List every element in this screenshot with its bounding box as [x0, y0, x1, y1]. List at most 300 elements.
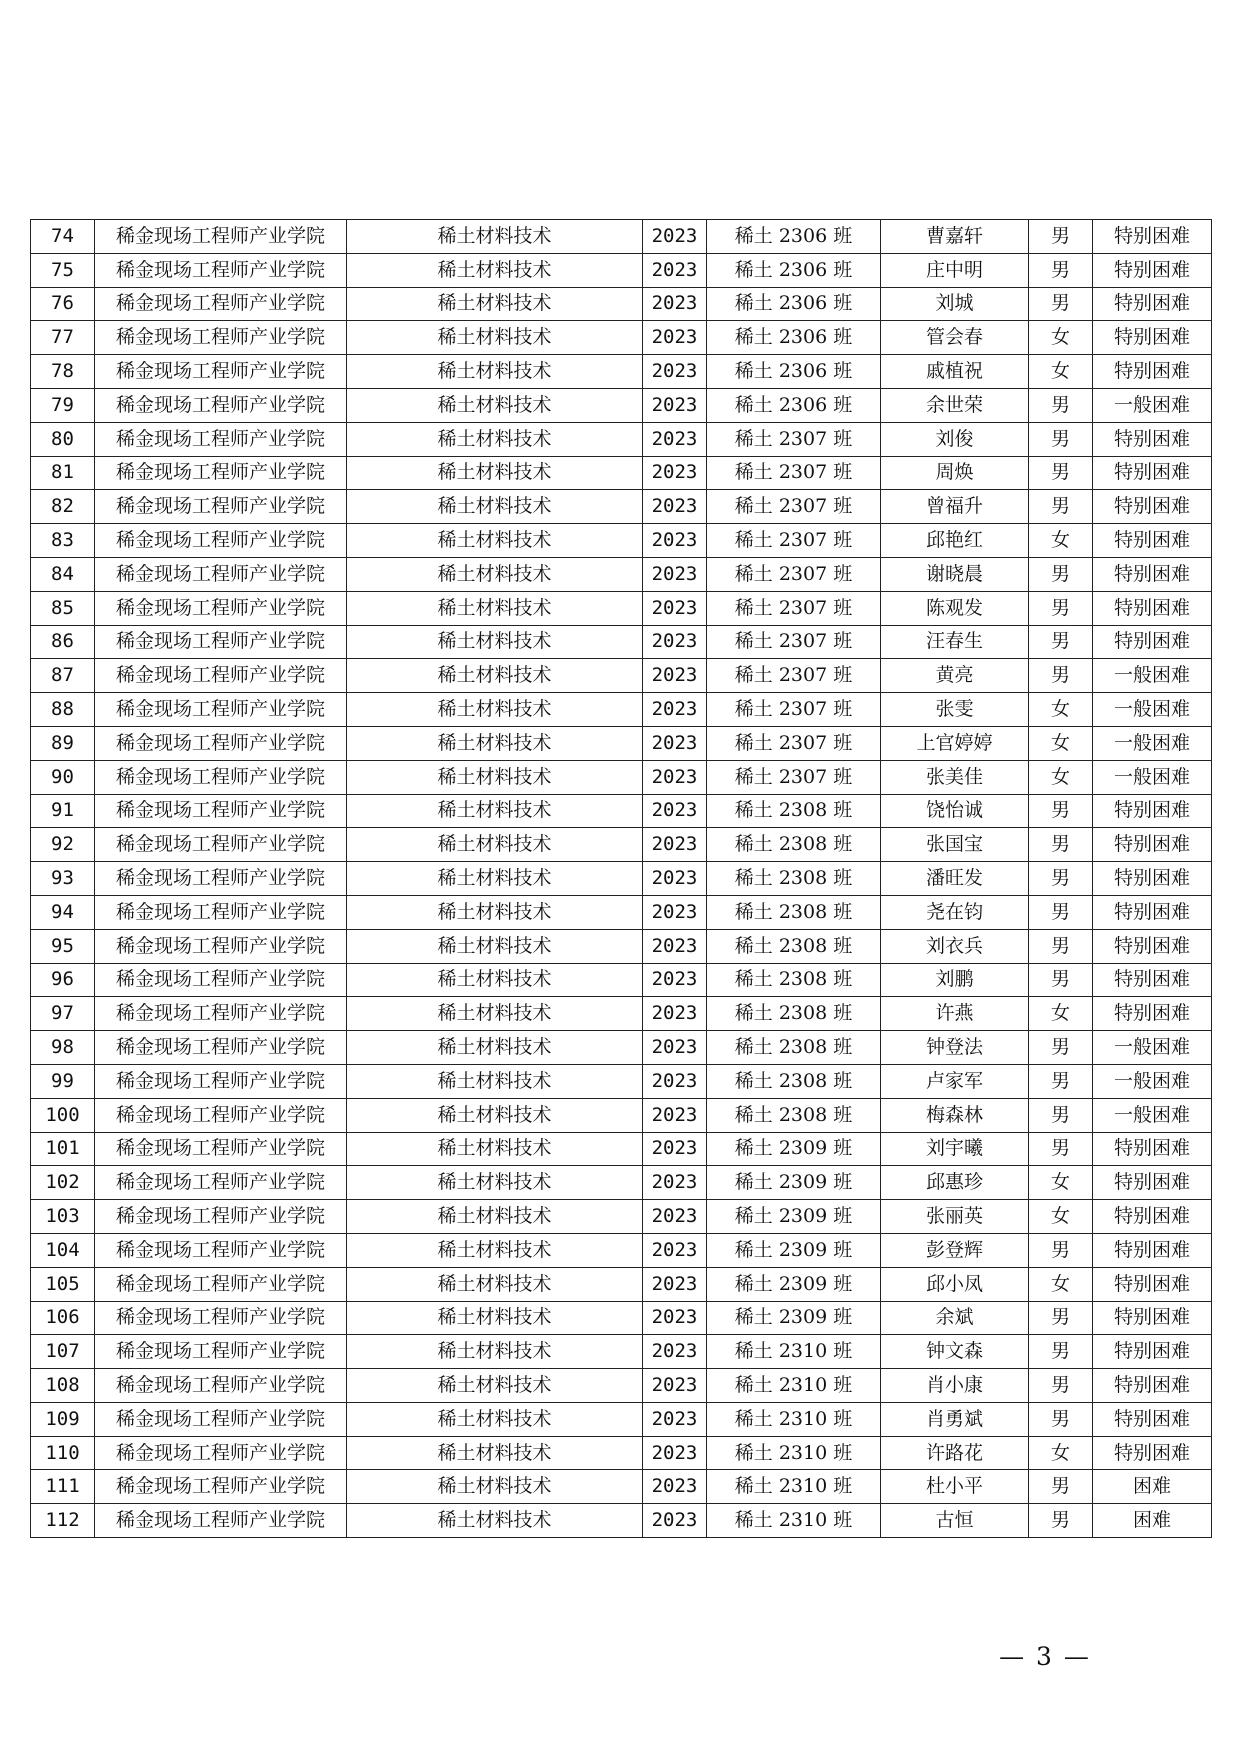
student-name-cell: 肖勇斌 — [881, 1402, 1029, 1436]
table-row — [31, 1301, 1212, 1335]
table-row — [31, 997, 1212, 1031]
row-number-cell: 93 — [31, 862, 95, 896]
gender-cell: 男 — [1029, 828, 1093, 862]
grade-cell: 2023 — [643, 1335, 707, 1369]
major-cell: 稀土材料技术 — [347, 321, 643, 355]
college-cell: 稀金现场工程师产业学院 — [95, 220, 347, 254]
row-number-cell: 109 — [31, 1402, 95, 1436]
difficulty-level-cell: 特别困难 — [1093, 1369, 1212, 1403]
table-row — [31, 794, 1212, 828]
class-cell: 稀土 2306 班 — [707, 321, 881, 355]
difficulty-level-cell: 一般困难 — [1093, 1098, 1212, 1132]
difficulty-level-cell: 特别困难 — [1093, 895, 1212, 929]
college-cell: 稀金现场工程师产业学院 — [95, 794, 347, 828]
grade-cell: 2023 — [643, 929, 707, 963]
grade-cell: 2023 — [643, 1267, 707, 1301]
major-cell: 稀土材料技术 — [347, 557, 643, 591]
grade-cell: 2023 — [643, 490, 707, 524]
difficulty-level-cell: 一般困难 — [1093, 726, 1212, 760]
major-cell: 稀土材料技术 — [347, 1335, 643, 1369]
student-name-cell: 陈观发 — [881, 591, 1029, 625]
row-number-cell: 96 — [31, 963, 95, 997]
table-row — [31, 1402, 1212, 1436]
major-cell: 稀土材料技术 — [347, 591, 643, 625]
gender-cell: 男 — [1029, 456, 1093, 490]
major-cell: 稀土材料技术 — [347, 1369, 643, 1403]
major-cell: 稀土材料技术 — [347, 1200, 643, 1234]
major-cell: 稀土材料技术 — [347, 1166, 643, 1200]
major-cell: 稀土材料技术 — [347, 1098, 643, 1132]
difficulty-level-cell: 特别困难 — [1093, 1301, 1212, 1335]
major-cell: 稀土材料技术 — [347, 794, 643, 828]
college-cell: 稀金现场工程师产业学院 — [95, 1369, 347, 1403]
class-cell: 稀土 2307 班 — [707, 557, 881, 591]
table-row — [31, 557, 1212, 591]
class-cell: 稀土 2307 班 — [707, 591, 881, 625]
gender-cell: 男 — [1029, 220, 1093, 254]
row-number-cell: 104 — [31, 1233, 95, 1267]
gender-cell: 男 — [1029, 1402, 1093, 1436]
student-name-cell: 卢家军 — [881, 1064, 1029, 1098]
class-cell: 稀土 2310 班 — [707, 1402, 881, 1436]
row-number-cell: 106 — [31, 1301, 95, 1335]
row-number-cell: 90 — [31, 760, 95, 794]
gender-cell: 男 — [1029, 1233, 1093, 1267]
row-number-cell: 85 — [31, 591, 95, 625]
gender-cell: 女 — [1029, 524, 1093, 558]
major-cell: 稀土材料技术 — [347, 253, 643, 287]
class-cell: 稀土 2307 班 — [707, 422, 881, 456]
class-cell: 稀土 2307 班 — [707, 625, 881, 659]
difficulty-level-cell: 困难 — [1093, 1470, 1212, 1504]
grade-cell: 2023 — [643, 220, 707, 254]
college-cell: 稀金现场工程师产业学院 — [95, 1436, 347, 1470]
row-number-cell: 88 — [31, 693, 95, 727]
gender-cell: 男 — [1029, 659, 1093, 693]
class-cell: 稀土 2306 班 — [707, 388, 881, 422]
row-number-cell: 108 — [31, 1369, 95, 1403]
student-name-cell: 周焕 — [881, 456, 1029, 490]
student-name-cell: 邱艳红 — [881, 524, 1029, 558]
class-cell: 稀土 2309 班 — [707, 1200, 881, 1234]
college-cell: 稀金现场工程师产业学院 — [95, 895, 347, 929]
table-row — [31, 591, 1212, 625]
table-row — [31, 422, 1212, 456]
major-cell: 稀土材料技术 — [347, 659, 643, 693]
difficulty-level-cell: 特别困难 — [1093, 1267, 1212, 1301]
difficulty-level-cell: 特别困难 — [1093, 1335, 1212, 1369]
row-number-cell: 111 — [31, 1470, 95, 1504]
student-name-cell: 肖小康 — [881, 1369, 1029, 1403]
difficulty-level-cell: 特别困难 — [1093, 456, 1212, 490]
college-cell: 稀金现场工程师产业学院 — [95, 862, 347, 896]
difficulty-level-cell: 特别困难 — [1093, 490, 1212, 524]
grade-cell: 2023 — [643, 963, 707, 997]
table-row — [31, 253, 1212, 287]
row-number-cell: 86 — [31, 625, 95, 659]
college-cell: 稀金现场工程师产业学院 — [95, 726, 347, 760]
gender-cell: 男 — [1029, 1301, 1093, 1335]
difficulty-level-cell: 一般困难 — [1093, 388, 1212, 422]
table-row — [31, 828, 1212, 862]
grade-cell: 2023 — [643, 253, 707, 287]
major-cell: 稀土材料技术 — [347, 524, 643, 558]
student-name-cell: 杜小平 — [881, 1470, 1029, 1504]
row-number-cell: 107 — [31, 1335, 95, 1369]
class-cell: 稀土 2306 班 — [707, 355, 881, 389]
college-cell: 稀金现场工程师产业学院 — [95, 1402, 347, 1436]
difficulty-level-cell: 一般困难 — [1093, 659, 1212, 693]
college-cell: 稀金现场工程师产业学院 — [95, 1267, 347, 1301]
college-cell: 稀金现场工程师产业学院 — [95, 1470, 347, 1504]
gender-cell: 女 — [1029, 1267, 1093, 1301]
college-cell: 稀金现场工程师产业学院 — [95, 760, 347, 794]
college-cell: 稀金现场工程师产业学院 — [95, 490, 347, 524]
table-row — [31, 760, 1212, 794]
table-row — [31, 1369, 1212, 1403]
student-name-cell: 张国宝 — [881, 828, 1029, 862]
student-name-cell: 张雯 — [881, 693, 1029, 727]
student-name-cell: 刘衣兵 — [881, 929, 1029, 963]
grade-cell: 2023 — [643, 1200, 707, 1234]
difficulty-level-cell: 特别困难 — [1093, 963, 1212, 997]
class-cell: 稀土 2308 班 — [707, 997, 881, 1031]
student-name-cell: 汪春生 — [881, 625, 1029, 659]
gender-cell: 男 — [1029, 287, 1093, 321]
class-cell: 稀土 2306 班 — [707, 253, 881, 287]
student-name-cell: 张丽英 — [881, 1200, 1029, 1234]
student-name-cell: 黄亮 — [881, 659, 1029, 693]
student-name-cell: 戚植祝 — [881, 355, 1029, 389]
class-cell: 稀土 2307 班 — [707, 456, 881, 490]
grade-cell: 2023 — [643, 1402, 707, 1436]
grade-cell: 2023 — [643, 524, 707, 558]
gender-cell: 男 — [1029, 1064, 1093, 1098]
row-number-cell: 82 — [31, 490, 95, 524]
student-name-cell: 梅森林 — [881, 1098, 1029, 1132]
difficulty-level-cell: 一般困难 — [1093, 693, 1212, 727]
student-name-cell: 彭登辉 — [881, 1233, 1029, 1267]
gender-cell: 男 — [1029, 1132, 1093, 1166]
gender-cell: 女 — [1029, 1200, 1093, 1234]
class-cell: 稀土 2310 班 — [707, 1504, 881, 1538]
class-cell: 稀土 2308 班 — [707, 1064, 881, 1098]
student-name-cell: 上官婷婷 — [881, 726, 1029, 760]
difficulty-level-cell: 特别困难 — [1093, 422, 1212, 456]
table-row — [31, 1233, 1212, 1267]
gender-cell: 男 — [1029, 253, 1093, 287]
grade-cell: 2023 — [643, 997, 707, 1031]
student-name-cell: 邱小凤 — [881, 1267, 1029, 1301]
row-number-cell: 101 — [31, 1132, 95, 1166]
class-cell: 稀土 2306 班 — [707, 287, 881, 321]
major-cell: 稀土材料技术 — [347, 895, 643, 929]
student-name-cell: 余斌 — [881, 1301, 1029, 1335]
class-cell: 稀土 2309 班 — [707, 1166, 881, 1200]
difficulty-level-cell: 特别困难 — [1093, 1166, 1212, 1200]
major-cell: 稀土材料技术 — [347, 456, 643, 490]
table-row — [31, 220, 1212, 254]
major-cell: 稀土材料技术 — [347, 1402, 643, 1436]
college-cell: 稀金现场工程师产业学院 — [95, 1200, 347, 1234]
college-cell: 稀金现场工程师产业学院 — [95, 1166, 347, 1200]
gender-cell: 男 — [1029, 625, 1093, 659]
difficulty-level-cell: 特别困难 — [1093, 287, 1212, 321]
difficulty-level-cell: 特别困难 — [1093, 1233, 1212, 1267]
table-row — [31, 1335, 1212, 1369]
student-name-cell: 刘俊 — [881, 422, 1029, 456]
table-row — [31, 1200, 1212, 1234]
grade-cell: 2023 — [643, 1064, 707, 1098]
college-cell: 稀金现场工程师产业学院 — [95, 253, 347, 287]
college-cell: 稀金现场工程师产业学院 — [95, 388, 347, 422]
grade-cell: 2023 — [643, 828, 707, 862]
major-cell: 稀土材料技术 — [347, 828, 643, 862]
gender-cell: 女 — [1029, 355, 1093, 389]
class-cell: 稀土 2308 班 — [707, 895, 881, 929]
difficulty-level-cell: 特别困难 — [1093, 1436, 1212, 1470]
class-cell: 稀土 2310 班 — [707, 1436, 881, 1470]
class-cell: 稀土 2308 班 — [707, 862, 881, 896]
student-name-cell: 余世荣 — [881, 388, 1029, 422]
table-row — [31, 1166, 1212, 1200]
major-cell: 稀土材料技术 — [347, 1031, 643, 1065]
table-row — [31, 1436, 1212, 1470]
table-row — [31, 1064, 1212, 1098]
college-cell: 稀金现场工程师产业学院 — [95, 355, 347, 389]
major-cell: 稀土材料技术 — [347, 388, 643, 422]
row-number-cell: 80 — [31, 422, 95, 456]
college-cell: 稀金现场工程师产业学院 — [95, 524, 347, 558]
gender-cell: 男 — [1029, 1098, 1093, 1132]
student-name-cell: 刘鹏 — [881, 963, 1029, 997]
table-row — [31, 1132, 1212, 1166]
student-name-cell: 刘城 — [881, 287, 1029, 321]
grade-cell: 2023 — [643, 1166, 707, 1200]
grade-cell: 2023 — [643, 693, 707, 727]
college-cell: 稀金现场工程师产业学院 — [95, 997, 347, 1031]
difficulty-level-cell: 特别困难 — [1093, 997, 1212, 1031]
grade-cell: 2023 — [643, 895, 707, 929]
row-number-cell: 110 — [31, 1436, 95, 1470]
grade-cell: 2023 — [643, 422, 707, 456]
gender-cell: 男 — [1029, 422, 1093, 456]
student-name-cell: 古恒 — [881, 1504, 1029, 1538]
student-name-cell: 饶怡诚 — [881, 794, 1029, 828]
table-row — [31, 287, 1212, 321]
row-number-cell: 102 — [31, 1166, 95, 1200]
student-name-cell: 刘宇曦 — [881, 1132, 1029, 1166]
gender-cell: 男 — [1029, 1470, 1093, 1504]
grade-cell: 2023 — [643, 355, 707, 389]
major-cell: 稀土材料技术 — [347, 220, 643, 254]
grade-cell: 2023 — [643, 726, 707, 760]
difficulty-level-cell: 特别困难 — [1093, 253, 1212, 287]
difficulty-level-cell: 特别困难 — [1093, 1402, 1212, 1436]
difficulty-level-cell: 一般困难 — [1093, 1064, 1212, 1098]
college-cell: 稀金现场工程师产业学院 — [95, 659, 347, 693]
table-body — [31, 220, 1212, 1538]
table-row — [31, 388, 1212, 422]
row-number-cell: 98 — [31, 1031, 95, 1065]
grade-cell: 2023 — [643, 1470, 707, 1504]
grade-cell: 2023 — [643, 625, 707, 659]
table-row — [31, 929, 1212, 963]
gender-cell: 男 — [1029, 794, 1093, 828]
major-cell: 稀土材料技术 — [347, 355, 643, 389]
class-cell: 稀土 2309 班 — [707, 1301, 881, 1335]
difficulty-level-cell: 特别困难 — [1093, 828, 1212, 862]
gender-cell: 女 — [1029, 1436, 1093, 1470]
grade-cell: 2023 — [643, 321, 707, 355]
grade-cell: 2023 — [643, 1132, 707, 1166]
college-cell: 稀金现场工程师产业学院 — [95, 1064, 347, 1098]
grade-cell: 2023 — [643, 456, 707, 490]
difficulty-level-cell: 困难 — [1093, 1504, 1212, 1538]
row-number-cell: 74 — [31, 220, 95, 254]
table-row — [31, 1098, 1212, 1132]
table-row — [31, 659, 1212, 693]
row-number-cell: 94 — [31, 895, 95, 929]
grade-cell: 2023 — [643, 557, 707, 591]
major-cell: 稀土材料技术 — [347, 963, 643, 997]
row-number-cell: 91 — [31, 794, 95, 828]
difficulty-level-cell: 特别困难 — [1093, 1132, 1212, 1166]
difficulty-level-cell: 特别困难 — [1093, 220, 1212, 254]
grade-cell: 2023 — [643, 760, 707, 794]
major-cell: 稀土材料技术 — [347, 1132, 643, 1166]
gender-cell: 女 — [1029, 997, 1093, 1031]
major-cell: 稀土材料技术 — [347, 1267, 643, 1301]
row-number-cell: 78 — [31, 355, 95, 389]
class-cell: 稀土 2308 班 — [707, 963, 881, 997]
major-cell: 稀土材料技术 — [347, 287, 643, 321]
major-cell: 稀土材料技术 — [347, 1233, 643, 1267]
row-number-cell: 75 — [31, 253, 95, 287]
grade-cell: 2023 — [643, 1233, 707, 1267]
gender-cell: 男 — [1029, 557, 1093, 591]
college-cell: 稀金现场工程师产业学院 — [95, 1233, 347, 1267]
gender-cell: 男 — [1029, 1335, 1093, 1369]
student-name-cell: 潘旺发 — [881, 862, 1029, 896]
college-cell: 稀金现场工程师产业学院 — [95, 929, 347, 963]
difficulty-level-cell: 特别困难 — [1093, 557, 1212, 591]
table-row — [31, 963, 1212, 997]
grade-cell: 2023 — [643, 1436, 707, 1470]
major-cell: 稀土材料技术 — [347, 997, 643, 1031]
major-cell: 稀土材料技术 — [347, 1470, 643, 1504]
college-cell: 稀金现场工程师产业学院 — [95, 693, 347, 727]
college-cell: 稀金现场工程师产业学院 — [95, 1098, 347, 1132]
difficulty-level-cell: 特别困难 — [1093, 1200, 1212, 1234]
table-row — [31, 693, 1212, 727]
college-cell: 稀金现场工程师产业学院 — [95, 422, 347, 456]
table-row — [31, 355, 1212, 389]
difficulty-level-cell: 特别困难 — [1093, 591, 1212, 625]
gender-cell: 男 — [1029, 591, 1093, 625]
difficulty-level-cell: 一般困难 — [1093, 760, 1212, 794]
row-number-cell: 97 — [31, 997, 95, 1031]
class-cell: 稀土 2310 班 — [707, 1470, 881, 1504]
student-name-cell: 管会春 — [881, 321, 1029, 355]
gender-cell: 男 — [1029, 1031, 1093, 1065]
row-number-cell: 83 — [31, 524, 95, 558]
class-cell: 稀土 2309 班 — [707, 1233, 881, 1267]
student-name-cell: 谢晓晨 — [881, 557, 1029, 591]
class-cell: 稀土 2306 班 — [707, 220, 881, 254]
table-row — [31, 321, 1212, 355]
difficulty-level-cell: 特别困难 — [1093, 625, 1212, 659]
college-cell: 稀金现场工程师产业学院 — [95, 1031, 347, 1065]
row-number-cell: 99 — [31, 1064, 95, 1098]
row-number-cell: 92 — [31, 828, 95, 862]
college-cell: 稀金现场工程师产业学院 — [95, 321, 347, 355]
college-cell: 稀金现场工程师产业学院 — [95, 591, 347, 625]
student-name-cell: 张美佳 — [881, 760, 1029, 794]
major-cell: 稀土材料技术 — [347, 422, 643, 456]
row-number-cell: 79 — [31, 388, 95, 422]
grade-cell: 2023 — [643, 862, 707, 896]
difficulty-level-cell: 特别困难 — [1093, 524, 1212, 558]
difficulty-level-cell: 特别困难 — [1093, 929, 1212, 963]
college-cell: 稀金现场工程师产业学院 — [95, 963, 347, 997]
class-cell: 稀土 2307 班 — [707, 524, 881, 558]
row-number-cell: 105 — [31, 1267, 95, 1301]
row-number-cell: 87 — [31, 659, 95, 693]
gender-cell: 女 — [1029, 726, 1093, 760]
gender-cell: 男 — [1029, 388, 1093, 422]
major-cell: 稀土材料技术 — [347, 1064, 643, 1098]
student-name-cell: 许路花 — [881, 1436, 1029, 1470]
gender-cell: 男 — [1029, 929, 1093, 963]
class-cell: 稀土 2309 班 — [707, 1267, 881, 1301]
table-row — [31, 1031, 1212, 1065]
class-cell: 稀土 2307 班 — [707, 726, 881, 760]
student-table — [30, 219, 1212, 1538]
major-cell: 稀土材料技术 — [347, 625, 643, 659]
class-cell: 稀土 2307 班 — [707, 693, 881, 727]
row-number-cell: 95 — [31, 929, 95, 963]
grade-cell: 2023 — [643, 659, 707, 693]
class-cell: 稀土 2308 班 — [707, 929, 881, 963]
row-number-cell: 76 — [31, 287, 95, 321]
grade-cell: 2023 — [643, 1369, 707, 1403]
difficulty-level-cell: 特别困难 — [1093, 355, 1212, 389]
major-cell: 稀土材料技术 — [347, 726, 643, 760]
major-cell: 稀土材料技术 — [347, 929, 643, 963]
gender-cell: 女 — [1029, 760, 1093, 794]
student-name-cell: 钟文森 — [881, 1335, 1029, 1369]
class-cell: 稀土 2308 班 — [707, 794, 881, 828]
class-cell: 稀土 2310 班 — [707, 1335, 881, 1369]
gender-cell: 男 — [1029, 963, 1093, 997]
major-cell: 稀土材料技术 — [347, 490, 643, 524]
gender-cell: 男 — [1029, 1504, 1093, 1538]
class-cell: 稀土 2307 班 — [707, 760, 881, 794]
student-name-cell: 钟登法 — [881, 1031, 1029, 1065]
student-name-cell: 尧在钧 — [881, 895, 1029, 929]
row-number-cell: 77 — [31, 321, 95, 355]
student-name-cell: 曾福升 — [881, 490, 1029, 524]
major-cell: 稀土材料技术 — [347, 760, 643, 794]
table-row — [31, 895, 1212, 929]
table-row — [31, 625, 1212, 659]
table-row — [31, 490, 1212, 524]
gender-cell: 女 — [1029, 693, 1093, 727]
table-row — [31, 1504, 1212, 1538]
student-name-cell: 庄中明 — [881, 253, 1029, 287]
major-cell: 稀土材料技术 — [347, 1436, 643, 1470]
